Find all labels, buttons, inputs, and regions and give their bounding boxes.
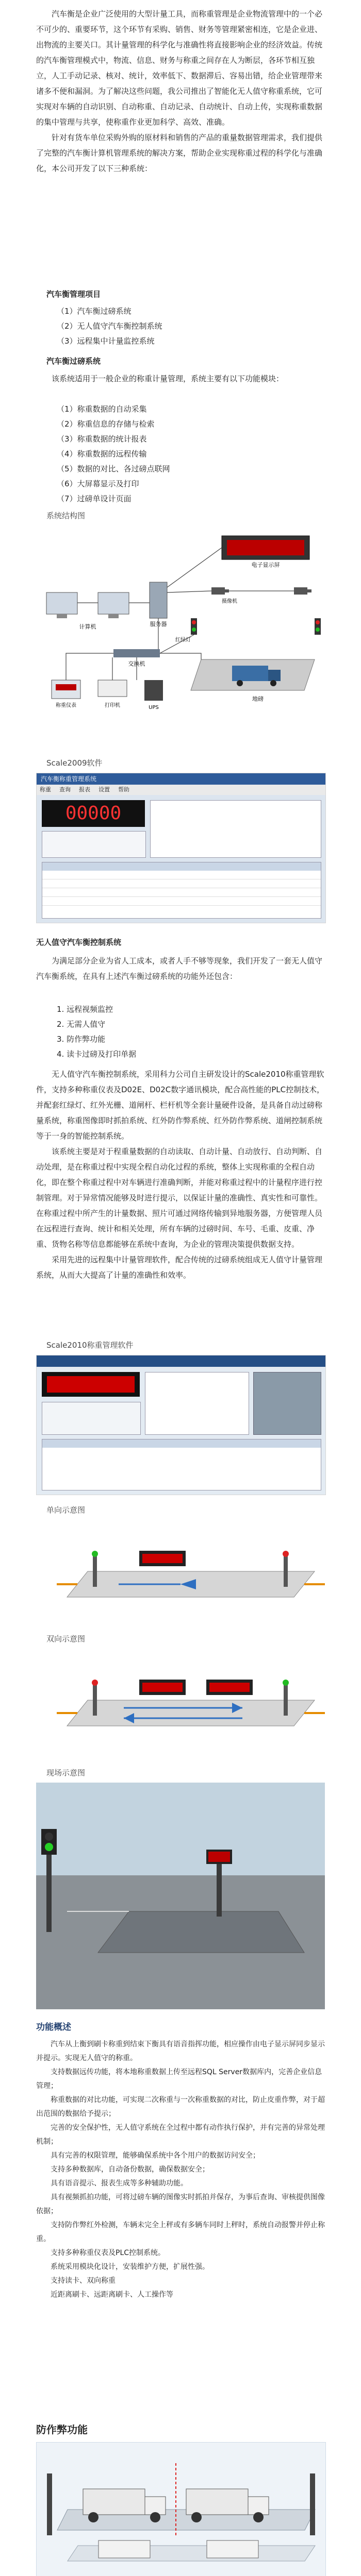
feature-item: 具有完善的权限管理，能够确保系统中各个用户的数据访问安全；: [51, 2151, 260, 2160]
section1-heading: 汽车衡管理项目: [46, 290, 101, 299]
indicator-label: 称重仪表: [56, 703, 76, 708]
server-icon: [150, 582, 167, 618]
two-way-diagram: [36, 1649, 325, 1752]
site-photo-caption: 现场示意图: [46, 1768, 86, 1777]
traffic-light-icon: [315, 618, 321, 635]
feature-item: 具有语音提示、报表生成等多种辅助功能。: [51, 2179, 188, 2188]
record-table: [42, 862, 321, 919]
switch-label: 交换机: [128, 660, 145, 667]
section3-item: 2. 无需人值守: [57, 1020, 106, 1029]
intro-paragraph-1: 汽车衡是企业广泛使用的大型计量工具，而称重管理是企业物流管理中的一个必不可少的、重要环节，这个环节有采购、销售、财务等管理紧密相连，它是企业进、出物流的主要关口。其计量管理的科学化与准确性将直接影响企业的经济效益。传统的汽车衡管理模式中，物流、信息、财务与称重之间存在人为断层，各环节相互独立，人工手动记录、核对、统计，效率低下、数据滞后、容易出错，给企业管理带来诸多不便和漏洞。为了解决这些问题，我公司推出了智能化无人值守称重系统，它可实现对车辆的自动识别、自动称重、自动记录、自动统计、自动上传，实现称重数据的集中管理与共享，使称重作业更加科学、高效、准确。: [36, 9, 323, 127]
section2-item: （6）大屏幕显示及打印: [57, 479, 139, 488]
anti-title: 防作弊功能: [36, 2424, 88, 2436]
section2-item: （5）数据的对比、各过磅点联网: [57, 464, 170, 473]
one-way-diagram: [36, 1520, 325, 1623]
section2-item: （3）称重数据的统计报表: [57, 434, 147, 444]
feature-item: 支持防作弊红外检测，车辆未完全上秤或有多辆车同时上秤时，系统自动报警并停止称重。: [36, 2221, 325, 2243]
feature-item: 汽车从上衡到刷卡称重到结束下衡具有语音指挥功能，相应操作由电子显示屏同步显示并提示。实现无人值守的称重。: [36, 2040, 325, 2062]
site-photo: [36, 1783, 325, 2009]
software-2010-screenshot: [36, 1355, 326, 1495]
switch-icon: [113, 649, 160, 657]
section4-text: [36, 1066, 325, 1283]
feature-item: 具有视频抓拍功能，可将过磅车辆的图像实时抓拍并保存，为事后查询、审核提供图像依据；: [36, 2193, 325, 2215]
software-2009-caption: Scale2009软件: [46, 758, 103, 768]
traffic-light-label: 红绿灯: [175, 637, 191, 643]
section1-item: （3）远程集中计量监控系统: [57, 336, 155, 346]
section3-desc-text: 为满足部分企业为省人工成本，或者人手不够等现象，我们开发了一套无人值守汽车衡系统，在具有上述汽车衡过磅系统的功能外还包含：: [36, 956, 323, 981]
section1-list: [57, 304, 346, 349]
control-panel: [42, 831, 146, 858]
feature-item: 系统采用模块化设计，安装维护方便，扩展性强。: [51, 2263, 209, 2271]
camera-feed: [253, 1372, 321, 1435]
computer-label: 计算机: [79, 623, 96, 630]
traffic-light-icon: [191, 618, 197, 635]
feature-item: 支持多种数据库，自动备份数据，确保数据安全；: [51, 2165, 209, 2174]
section4-paragraph-3: 采用先进的远程集中计量管理软件，配合传统的过磅系统组成无人值守计量管理系统，从而大大提高了计量的准确性和效率。: [36, 1255, 323, 1280]
feature-support: 支持读卡、双向称重: [51, 2277, 116, 2285]
section1-item: （2）无人值守汽车衡控制系统: [57, 321, 162, 331]
section3-heading: 无人值守汽车衡控制系统: [36, 938, 122, 947]
system-network-diagram: [36, 531, 325, 747]
software-2009-screenshot: [36, 773, 326, 923]
section4-paragraph-2: 该系统主要是对于程重量数据的自动读取、自动计量、自动放行、自动判断、自动处理，是在称重过程中实现全程自动化过程的系统，整体上实现称重的全程自动化，即在整个称重过程中对车辆进行准确判断，并能对称重过程中的计量程序进行控制管理。对于异常情况能够及时进行提示，以保证计量的准确性、真实性和可靠性。在称重过程中所产生的计量数据、照片可通过网络传输到异地服务器，方便管理人员在远程进行查询、统计和相关处理，所有车辆的过磅时间、车号、毛重、皮重、净重、货物名称等信息都能够在系统中查询，为企业的管理决策提供数据支持。: [36, 1147, 323, 1249]
features-text: [36, 2038, 325, 2302]
camera-icon: [294, 587, 311, 595]
computer-icon: [98, 592, 129, 614]
section2-item: （2）称重信息的存储与检索: [57, 419, 155, 429]
section2-heading: 汽车衡过磅系统: [46, 357, 101, 366]
section4-paragraph-1: 无人值守汽车衡控制系统，采用科力公司自主研发设计的Scale2010称重管理软件，支持多种称重仪表及D02E、D02C数字通讯模块，配合高性能的PLC控制技术，并配套红绿灯、红外光栅、道闸杆、栏杆机等全套计量硬件设备，是具备自动过磅称量系统，称重图像即时抓拍系统、红外防作弊系统、红外防作弊系统、道闸控制系统等于一身的智能控制系统。: [36, 1070, 325, 1141]
server-label: 服务器: [150, 621, 167, 628]
feature-item: 支持多种称重仪表及PLC控制系统。: [51, 2249, 166, 2257]
feature-item: 支持数据远传功能，将本地称重数据上传至远程SQL Server数据库内，完善企业信息管理；: [36, 2068, 322, 2090]
software-title-bar: 汽车衡称重管理系统: [37, 773, 325, 785]
printer-label: 打印机: [105, 703, 120, 708]
two-way-caption: 双向示意图: [46, 1634, 86, 1643]
ups-label: UPS: [149, 705, 159, 710]
feature-item: 称重数据的对比功能，可实现二次称重与一次称重数据的对比，防止皮重作弊，对于超出范围的数据给予提示；: [36, 2096, 325, 2118]
ups-icon: [144, 680, 163, 701]
weighbridge-label: 地磅: [252, 696, 264, 702]
menu-item[interactable]: 查询: [59, 786, 71, 793]
section3-desc: [36, 953, 325, 984]
menu-item[interactable]: 帮助: [118, 786, 129, 793]
features-title: 功能概述: [36, 2022, 71, 2032]
computer-icon: [46, 592, 77, 614]
section2-desc: [36, 371, 325, 386]
section2-item: （1）称重数据的自动采集: [57, 404, 147, 414]
section2-item: （7）过磅单设计页面: [57, 494, 132, 503]
feature-item: 完善的安全保护性，无人值守系统在全过程中都有动作执行保护，并有完善的异常处理机制；: [36, 2124, 325, 2146]
system-diagram-caption: 系统结构图: [46, 511, 86, 520]
menu-item[interactable]: 报表: [79, 786, 90, 793]
menu-item[interactable]: 称重: [40, 786, 51, 793]
section3-item: 4. 读卡过磅及打印单据: [57, 1049, 137, 1059]
intro: [36, 6, 325, 176]
section1-item: （1）汽车衡过磅系统: [57, 307, 132, 316]
anti-panel-1: [36, 2442, 326, 2576]
software-2010-caption: Scale2010称重管理软件: [46, 1341, 134, 1350]
truck-icon: [232, 666, 268, 681]
menu-item[interactable]: 设置: [99, 786, 110, 793]
section3-item: 3. 防作弊功能: [57, 1035, 106, 1044]
feature-card-list: 近距离刷卡、远距离刷卡、人工操作等: [51, 2291, 173, 2299]
software-menu-bar: [37, 785, 325, 795]
intro-paragraph-2: 针对有货车单位采购外购的原材料和销售的产品的重量数据管理需求，我们提供了完整的汽车衡计算机管理系统的解决方案，帮助企业实现称重过程的科学化与准确化，本公司开发了以下三种系统：: [36, 133, 323, 173]
form-area: [150, 800, 321, 858]
one-way-caption: 单向示意图: [46, 1505, 86, 1515]
section2-item: （4）称重数据的远程传输: [57, 449, 147, 459]
camera-label: 摄像机: [222, 599, 237, 604]
display-board-label: 电子显示屏: [251, 562, 280, 568]
section2-list: [57, 402, 346, 506]
printer-icon: [98, 680, 127, 697]
section3-item: 1. 远程视频监控: [57, 1005, 113, 1014]
weight-display: 00000: [42, 800, 145, 827]
camera-icon: [211, 587, 229, 595]
section3-list: [57, 1002, 346, 1062]
section2-desc-text: 该系统适用于一般企业的称重计量管理，系统主要有以下功能模块：: [52, 374, 284, 383]
